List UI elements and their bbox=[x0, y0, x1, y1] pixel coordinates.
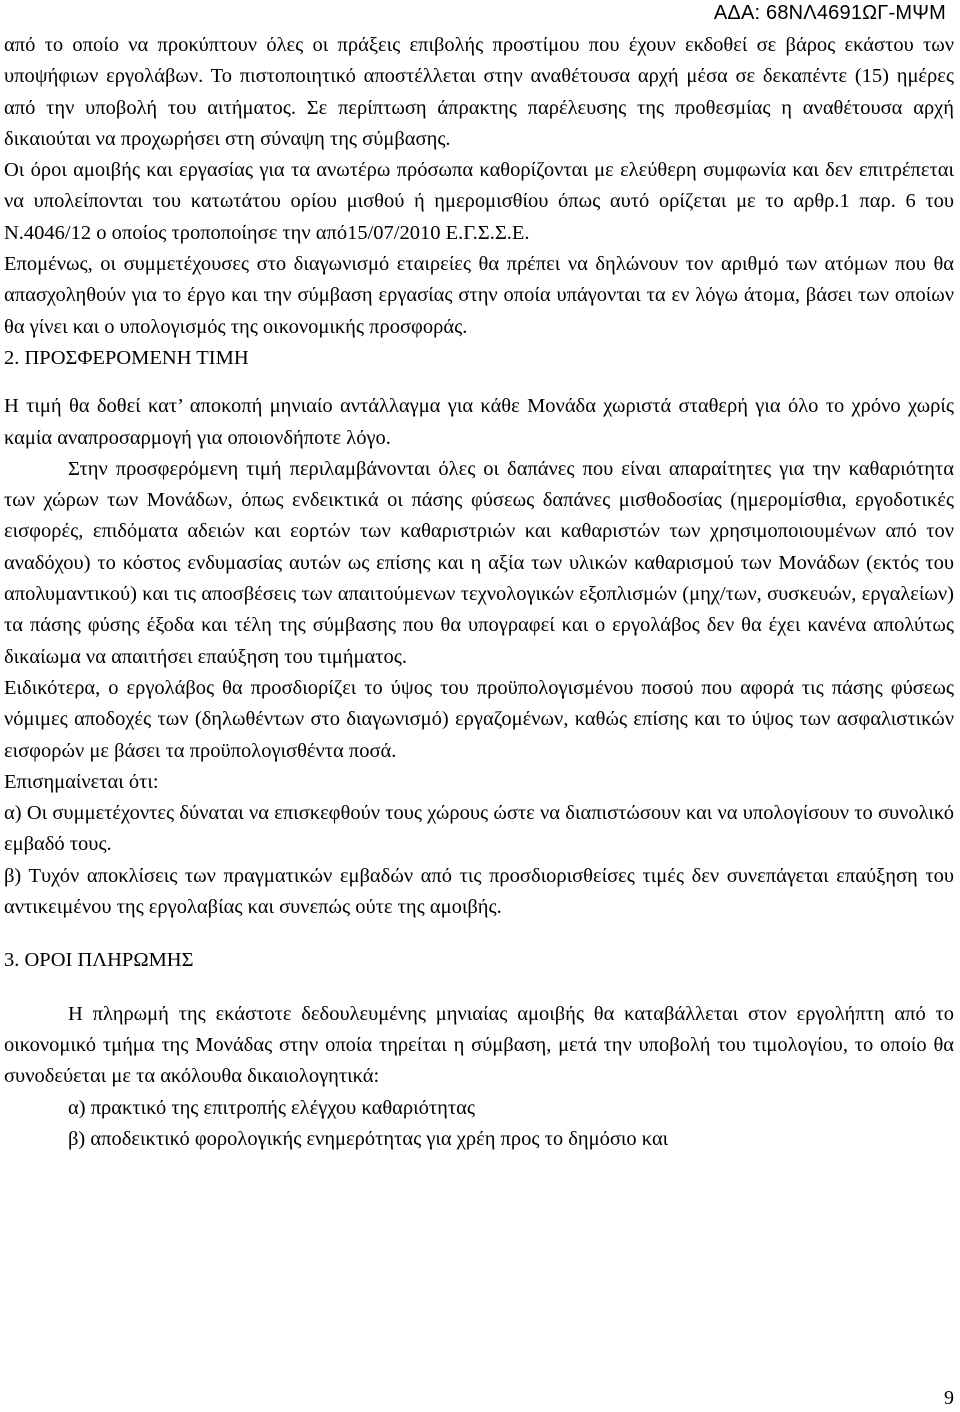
paragraph-note-a: α) Οι συμμετέχοντες δύναται να επισκεφθούν τους χώρους ώστε να διαπιστώσουν και να υπολογίσουν το συνολικό εμβαδό τους. bbox=[4, 802, 954, 856]
paragraph-price-includes: Στην προσφερόμενη τιμή περιλαμβάνονται όλες οι δαπάνες που είναι απαραίτητες για την καθαριότητα των χώρων των Μονάδων, όπως ενδεικτικά οι πάσης φύσεως δαπάνες μισθοδοσίας (ημερομίσθια, εργοδοτικές εισφορές, επιδόματα αδειών και εορτών των καθαριστριών και καθαριστών των χρησιμοποιουμένων από τον αναδόχου) το κόστος ενδυμασίας αυτών ως επίσης και η αξία των υλικών καθαρισμού των Μονάδων (εκτός του απολυμαντικού) και τις αποσβέσεις των απαιτούμενων τεχνολογικών εξοπλισμών (μηχ/των, συσκευών, εργαλείων) τα πάσης φύσης έξοδα και τέλη της σύμβασης που θα υπογραφεί και ο εργολάβος δεν θα έχει κανένα απολύτως δικαίωμα να απαιτήσει επαύξηση του τιμήματος. bbox=[4, 457, 954, 668]
list-item-inspection-report: α) πρακτικό της επιτροπής ελέγχου καθαριότητας bbox=[68, 1096, 475, 1119]
paragraph-pay-terms: Οι όροι αμοιβής και εργασίας για τα ανωτέρω πρόσωπα καθορίζονται με ελεύθερη συμφωνία και δεν επιτρέπεται να υπολείπονται του κατωτάτου ορίου μισθού ή ημερομισθίου όπως αυτό ορίζεται με το αρθρ.1 παρ. 6 του Ν.4046/12 ο οποίος τροποποίησε την από15/07/2010 Ε.Γ.Σ.Σ.Ε. bbox=[4, 159, 954, 244]
spacer bbox=[4, 374, 954, 391]
paragraph-payment: Η πληρωμή της εκάστοτε δεδουλευμένης μηνιαίας αμοιβής θα καταβάλλεται στον εργολήπτη από το οικονομικό τμήμα της Μονάδας στην οποία τηρείται η σύμβαση, μετά την υποβολή του τιμολογίου, το οποίο θα συνοδεύεται με τα ακόλουθα δικαιολογητικά: bbox=[4, 1002, 954, 1088]
section-heading-payment-terms: 3. ΟΡΟΙ ΠΛΗΡΩΜΗΣ bbox=[4, 949, 194, 972]
list-item-tax-clearance: β) αποδεικτικό φορολογικής ενημερότητας για χρέη προς το δημόσιο και bbox=[68, 1127, 669, 1150]
section-heading-offered-price: 2. ΠΡΟΣΦΕΡΟΜΕΝΗ ΤΙΜΗ bbox=[4, 346, 249, 369]
ada-code: ΑΔΑ: 68ΝΛ4691ΩΓ-ΜΨΜ bbox=[713, 2, 946, 24]
paragraph-note-b: β) Τυχόν αποκλίσεις των πραγματικών εμβαδών από τις προσδιορισθείσες τιμές δεν συνεπάγεται επαύξηση του αντικειμένου της εργολαβίας και συνεπώς ούτε της αμοιβής. bbox=[4, 864, 954, 919]
spacer bbox=[4, 977, 954, 999]
paragraph-price-fixed: Η τιμή θα δοθεί κατ’ αποκοπή μηνιαίο αντάλλαγμα για κάθε Μονάδα χωριστά σταθερή για όλο το χρόνο χωρίς καμία αναπροσαρμογή για οποιονδήποτε λόγο. bbox=[4, 395, 954, 449]
paragraph-employee-declaration: Επομένως, οι συμμετέχουσες στο διαγωνισμό εταιρείες θα πρέπει να δηλώνουν τον αριθμό των ατόμων που θα απασχοληθούν για το έργο και την σύμβαση εργασίας στην οποία υπάγονται τα εν λόγω άτομα, βάσει των οποίων θα γίνει και ο υπολογισμός της οικονομικής προσφοράς. bbox=[4, 253, 954, 338]
document-body bbox=[4, 30, 954, 1155]
paragraph-contractor-amount: Ειδικότερα, ο εργολάβος θα προσδιορίζει το ύψος του προϋπολογισμένου ποσού που αφορά τις πάσης φύσεως νόμιμες αποδοχές των (δηλωθέντων στο διαγωνισμό) εργαζομένων, καθώς επίσης και το ύψος των ασφαλιστικών εισφορών με βάσει τα προϋπολογισθέντα ποσά. bbox=[4, 676, 954, 762]
paragraph-note-intro: Επισημαίνεται ότι: bbox=[4, 770, 159, 793]
spacer bbox=[4, 923, 954, 945]
page-number: 9 bbox=[944, 1387, 954, 1409]
paragraph-certificate: από το οποίο να προκύπτουν όλες οι πράξεις επιβολής προστίμου που έχουν εκδοθεί σε βάρος εκάστου των υποψήφιων εργολάβων. Το πιστοποιητικό αποστέλλεται στην αναθέτουσα αρχή μέσα σε δεκαπέντε (15) ημέρες από την υποβολή του αιτήματος. Σε περίπτωση άπρακτης παρέλευσης της προθεσμίας η αναθέτουσα αρχή δικαιούται να προχωρήσει στη σύναψη της σύμβασης. bbox=[4, 34, 954, 150]
